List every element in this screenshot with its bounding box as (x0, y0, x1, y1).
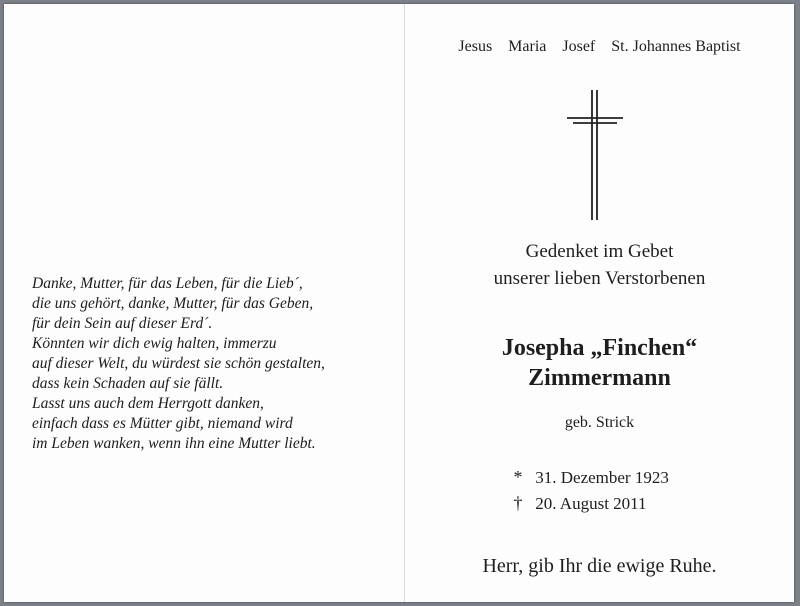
prayer-heading (405, 238, 794, 292)
poem-line: einfach dass es Mütter gibt, niemand wird (32, 415, 293, 432)
poem-line: Lasst uns auch dem Herrgott danken, (32, 395, 264, 412)
poem-line: Danke, Mutter, für das Leben, für die Lieb´, (32, 275, 303, 292)
poem-line: für dein Sein auf dieser Erd´. (32, 315, 213, 332)
deceased-name (405, 333, 794, 393)
final-prayer: Herr, gib Ihr die ewige Ruhe. (482, 555, 717, 577)
death-date: 20. August 2011 (535, 494, 647, 513)
cross-icon (567, 88, 623, 222)
life-dates (505, 464, 669, 516)
birth-name: geb. Strick (564, 414, 635, 431)
holy-name: Maria (508, 38, 547, 55)
deceased-surname: Zimmermann (528, 365, 671, 391)
prayer-heading-line: unserer lieben Verstorbenen (493, 268, 706, 289)
poem (32, 274, 402, 454)
right-page (405, 4, 794, 602)
poem-line: auf dieser Welt, du würdest sie schön gestalten, (32, 355, 325, 372)
poem-line: im Leben wanken, wenn ihn eine Mutter liebt. (32, 435, 316, 452)
birth-date: 31. Dezember 1923 (535, 468, 669, 487)
deceased-first-name: Josepha „Finchen“ (501, 335, 698, 361)
left-page (4, 4, 404, 602)
holy-name: Josef (562, 38, 596, 55)
holy-names (405, 38, 794, 56)
poem-line: die uns gehört, danke, Mutter, für das Geben, (32, 295, 314, 312)
memorial-card (4, 4, 794, 602)
holy-name: Jesus (458, 38, 493, 55)
birth-date-row (505, 464, 669, 490)
birth-star-icon: * (513, 467, 523, 487)
poem-line: Könnten wir dich ewig halten, immerzu (32, 335, 277, 352)
holy-name: St. Johannes Baptist (611, 38, 741, 55)
poem-line: dass kein Schaden auf sie fällt. (32, 375, 224, 392)
death-date-row (505, 490, 669, 516)
prayer-heading-line: Gedenket im Gebet (525, 241, 674, 262)
death-dagger-icon: † (513, 493, 523, 513)
